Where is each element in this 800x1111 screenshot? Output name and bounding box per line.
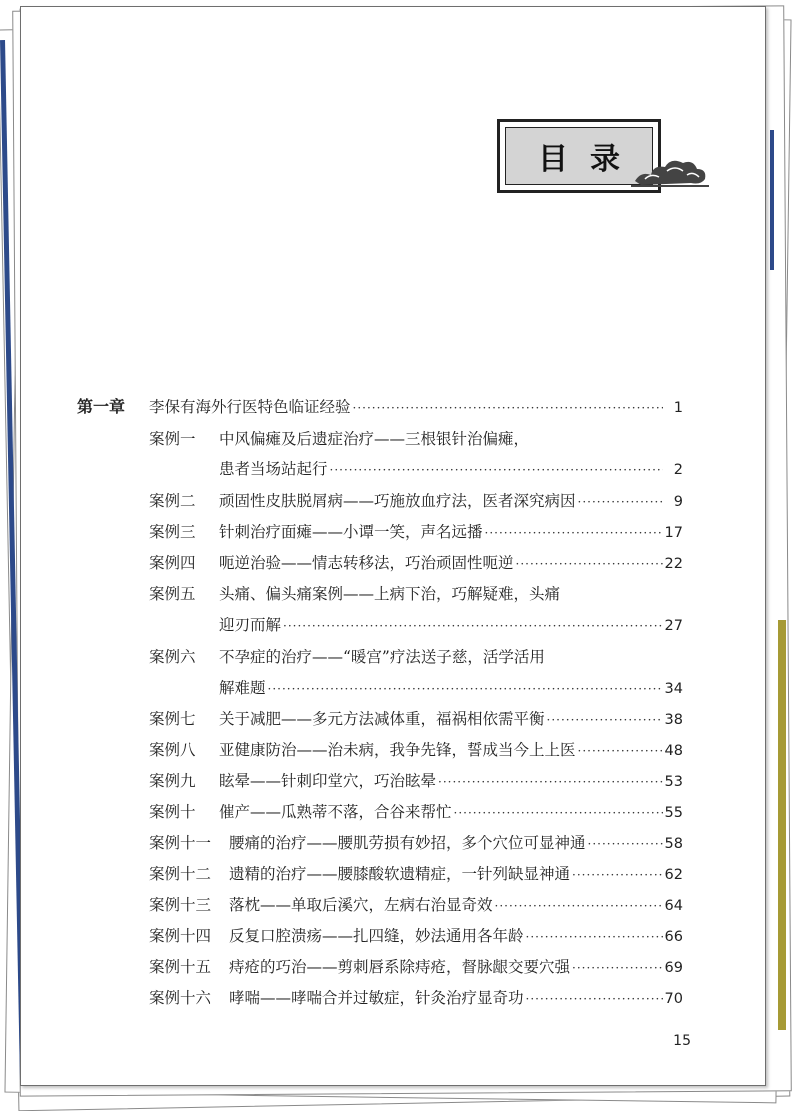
case-title: 不孕症的治疗——“暖宫”疗法送子慈，活学活用 (219, 648, 545, 666)
case-title: 痔疮的巧治——剪刺唇系除痔疮，督脉龈交要穴强 (229, 958, 571, 976)
page-ref: 64 (664, 898, 683, 914)
toc-entry-row[interactable] (149, 584, 683, 604)
chapter-title: 李保有海外行医特色临证经验 (149, 398, 351, 416)
toc-entry-continuation[interactable] (219, 678, 683, 699)
page-ref: 2 (673, 462, 683, 478)
dot-leader (353, 398, 663, 418)
case-label: 案例八 (149, 741, 196, 759)
page-ref: 9 (673, 494, 683, 510)
case-title: 患者当场站起行 (219, 460, 328, 478)
case-label: 案例十五 (149, 958, 212, 976)
case-label: 案例四 (149, 554, 196, 572)
case-label: 案例十三 (149, 896, 212, 914)
toc-entry-row[interactable] (149, 771, 683, 792)
toc-entry-row[interactable] (149, 957, 683, 978)
toc-entry-row[interactable] (149, 833, 683, 854)
case-label: 案例十二 (149, 865, 212, 883)
dot-leader (330, 460, 663, 480)
case-title: 亚健康防治——治未病，我争先锋，誓成当今上上医 (219, 741, 576, 759)
dot-leader (438, 772, 663, 792)
toc-entry-row[interactable] (149, 491, 683, 512)
case-title: 关于减肥——多元方法减体重，福祸相依需平衡 (219, 710, 545, 728)
case-title: 遗精的治疗——腰膝酸软遗精症，一针列缺显神通 (229, 865, 571, 883)
case-title: 针刺治疗面瘫——小谭一笑，声名远播 (219, 523, 483, 541)
dot-leader (547, 710, 663, 730)
toc-entry-row[interactable] (149, 553, 683, 574)
dot-leader (516, 554, 663, 574)
case-title: 反复口腔溃疡——扎四缝，妙法通用各年龄 (229, 927, 524, 945)
dot-leader (572, 958, 663, 978)
dot-leader (578, 492, 663, 512)
dot-leader (495, 896, 663, 916)
case-label: 案例三 (149, 523, 196, 541)
case-label: 案例五 (149, 585, 196, 603)
case-label: 案例十六 (149, 989, 212, 1007)
dot-leader (283, 616, 663, 636)
page-ref: 58 (664, 836, 683, 852)
page-number: 15 (673, 1033, 691, 1049)
case-title: 催产——瓜熟蒂不落，合谷来帮忙 (219, 803, 452, 821)
toc-page (20, 6, 766, 1086)
toc-entry-row[interactable] (149, 740, 683, 761)
toc-entry-continuation[interactable] (219, 615, 683, 636)
page-ref: 48 (664, 743, 683, 759)
case-title: 解难题 (219, 679, 266, 697)
page-ref: 53 (664, 774, 683, 790)
toc-entry-row[interactable] (149, 988, 683, 1009)
chapter-label: 第一章 (77, 397, 126, 416)
table-of-contents (21, 7, 765, 1085)
page-ref: 66 (664, 929, 683, 945)
page-title: 目录 (538, 142, 642, 177)
case-title: 头痛、偏头痛案例——上病下治，巧解疑难，头痛 (219, 585, 561, 603)
toc-entry-row[interactable] (149, 864, 683, 885)
case-title: 迎刃而解 (219, 616, 282, 634)
page-ref: 1 (673, 400, 683, 416)
case-title: 腰痛的治疗——腰肌劳损有妙招，多个穴位可显神通 (229, 834, 586, 852)
page-ref: 17 (664, 525, 683, 541)
toc-entry-row[interactable] (149, 895, 683, 916)
page-ref: 27 (664, 618, 683, 634)
page-edge-stripe (778, 620, 786, 1030)
case-label: 案例十一 (149, 834, 212, 852)
page-edge-stripe (770, 130, 774, 270)
case-title: 中风偏瘫及后遗症治疗——三根银针治偏瘫， (219, 430, 530, 448)
dot-leader (588, 834, 663, 854)
toc-entry-continuation[interactable] (219, 459, 683, 480)
toc-entry-row[interactable] (149, 522, 683, 543)
case-label: 案例六 (149, 648, 196, 666)
page-ref: 22 (664, 556, 683, 572)
toc-entry-row[interactable] (149, 926, 683, 947)
page-ref: 55 (664, 805, 683, 821)
toc-entry-row[interactable] (149, 802, 683, 823)
page-ref: 70 (664, 991, 683, 1007)
toc-chapter-row[interactable] (77, 397, 683, 418)
dot-leader (572, 865, 663, 885)
dot-leader (454, 803, 663, 823)
dot-leader (268, 679, 663, 699)
case-label: 案例七 (149, 710, 196, 728)
toc-entry-row[interactable] (149, 709, 683, 730)
dot-leader (578, 741, 663, 761)
case-title: 眩晕——针刺印堂穴，巧治眩晕 (219, 772, 437, 790)
case-title: 呃逆治验——情志转移法，巧治顽固性呃逆 (219, 554, 514, 572)
case-label: 案例十四 (149, 927, 212, 945)
toc-entry-row[interactable] (149, 647, 683, 667)
dot-leader (526, 927, 663, 947)
dot-leader (485, 523, 663, 543)
case-label: 案例九 (149, 772, 196, 790)
page-ref: 38 (664, 712, 683, 728)
case-title: 落枕——单取后溪穴，左病右治显奇效 (229, 896, 493, 914)
toc-entry-row[interactable] (149, 429, 683, 449)
page-ref: 62 (664, 867, 683, 883)
dot-leader (526, 989, 663, 1009)
page-ref: 34 (664, 681, 683, 697)
case-label: 案例二 (149, 492, 196, 510)
page-ref: 69 (664, 960, 683, 976)
case-title: 顽固性皮肤脱屑病——巧施放血疗法，医者深究病因 (219, 492, 576, 510)
case-title: 哮喘——哮喘合并过敏症，针灸治疗显奇功 (229, 989, 524, 1007)
case-label: 案例十 (149, 803, 196, 821)
case-label: 案例一 (149, 430, 196, 448)
